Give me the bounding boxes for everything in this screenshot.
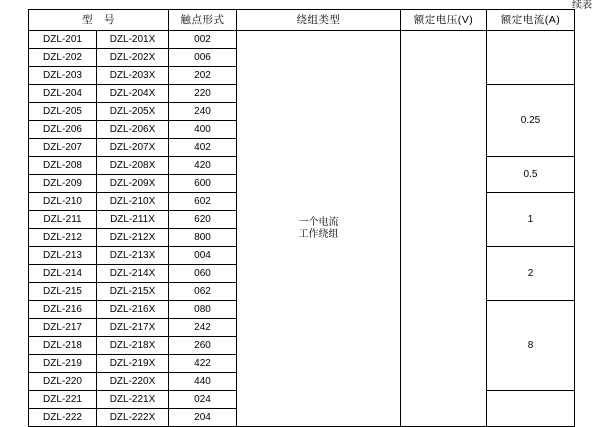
specification-table [28, 9, 575, 427]
cell-model-b: DZL-218X [97, 337, 169, 355]
cell-contact-form: 004 [169, 247, 237, 265]
cell-model-a: DZL-207 [29, 139, 97, 157]
cell-model-a: DZL-220 [29, 373, 97, 391]
cell-model-a: DZL-212 [29, 229, 97, 247]
cell-model-b: DZL-221X [97, 391, 169, 409]
cell-model-b: DZL-220X [97, 373, 169, 391]
cell-model-a: DZL-217 [29, 319, 97, 337]
cell-rated-voltage [401, 31, 487, 427]
cell-contact-form: 620 [169, 211, 237, 229]
cell-model-b: DZL-209X [97, 175, 169, 193]
cell-model-a: DZL-204 [29, 85, 97, 103]
cell-model-a: DZL-219 [29, 355, 97, 373]
cell-model-a: DZL-205 [29, 103, 97, 121]
cell-contact-form: 006 [169, 49, 237, 67]
cell-model-a: DZL-218 [29, 337, 97, 355]
cell-rated-current: 8 [487, 301, 575, 391]
continued-label: 续表 [572, 0, 592, 11]
column-header-rated-current: 额定电流(A) [487, 10, 575, 31]
table-body [29, 31, 575, 427]
cell-model-a: DZL-206 [29, 121, 97, 139]
cell-contact-form: 800 [169, 229, 237, 247]
cell-rated-current [487, 391, 575, 427]
cell-model-a: DZL-215 [29, 283, 97, 301]
column-header-rated-voltage: 额定电压(V) [401, 10, 487, 31]
cell-model-b: DZL-217X [97, 319, 169, 337]
cell-contact-form: 602 [169, 193, 237, 211]
cell-model-b: DZL-214X [97, 265, 169, 283]
cell-model-b: DZL-208X [97, 157, 169, 175]
cell-contact-form: 002 [169, 31, 237, 49]
cell-model-b: DZL-206X [97, 121, 169, 139]
cell-rated-current: 2 [487, 247, 575, 301]
cell-model-a: DZL-208 [29, 157, 97, 175]
cell-model-b: DZL-210X [97, 193, 169, 211]
column-header-winding-type: 绕组类型 [237, 10, 401, 31]
cell-contact-form: 260 [169, 337, 237, 355]
table-header [29, 10, 575, 31]
cell-model-b: DZL-201X [97, 31, 169, 49]
table-header-row [29, 10, 575, 31]
cell-model-b: DZL-222X [97, 409, 169, 427]
cell-rated-current: 0.5 [487, 157, 575, 193]
cell-model-b: DZL-207X [97, 139, 169, 157]
cell-model-a: DZL-216 [29, 301, 97, 319]
cell-rated-current: 1 [487, 193, 575, 247]
cell-contact-form: 420 [169, 157, 237, 175]
cell-model-b: DZL-204X [97, 85, 169, 103]
cell-rated-current [487, 31, 575, 85]
cell-model-b: DZL-211X [97, 211, 169, 229]
cell-model-a: DZL-201 [29, 31, 97, 49]
cell-model-a: DZL-222 [29, 409, 97, 427]
cell-model-a: DZL-202 [29, 49, 97, 67]
cell-model-b: DZL-203X [97, 67, 169, 85]
cell-model-b: DZL-212X [97, 229, 169, 247]
cell-model-b: DZL-215X [97, 283, 169, 301]
cell-contact-form: 402 [169, 139, 237, 157]
cell-contact-form: 600 [169, 175, 237, 193]
cell-model-b: DZL-216X [97, 301, 169, 319]
cell-contact-form: 220 [169, 85, 237, 103]
cell-rated-current: 0.25 [487, 85, 575, 157]
cell-contact-form: 240 [169, 103, 237, 121]
cell-contact-form: 422 [169, 355, 237, 373]
table-row [29, 31, 575, 49]
column-header-model: 型 号 [29, 10, 169, 31]
cell-contact-form: 024 [169, 391, 237, 409]
cell-model-b: DZL-213X [97, 247, 169, 265]
cell-model-b: DZL-205X [97, 103, 169, 121]
cell-model-b: DZL-202X [97, 49, 169, 67]
cell-contact-form: 204 [169, 409, 237, 427]
winding-type-line-2: 工作绕组 [298, 228, 339, 240]
cell-winding-type [237, 31, 401, 427]
cell-model-a: DZL-210 [29, 193, 97, 211]
cell-model-a: DZL-203 [29, 67, 97, 85]
cell-contact-form: 400 [169, 121, 237, 139]
cell-model-a: DZL-214 [29, 265, 97, 283]
cell-model-a: DZL-211 [29, 211, 97, 229]
cell-contact-form: 440 [169, 373, 237, 391]
cell-contact-form: 060 [169, 265, 237, 283]
column-header-contact-form: 触点形式 [169, 10, 237, 31]
cell-contact-form: 080 [169, 301, 237, 319]
cell-model-b: DZL-219X [97, 355, 169, 373]
winding-type-line-1: 一个电流 [298, 216, 339, 228]
cell-contact-form: 242 [169, 319, 237, 337]
cell-contact-form: 062 [169, 283, 237, 301]
cell-model-a: DZL-213 [29, 247, 97, 265]
cell-model-a: DZL-221 [29, 391, 97, 409]
cell-model-a: DZL-209 [29, 175, 97, 193]
cell-contact-form: 202 [169, 67, 237, 85]
